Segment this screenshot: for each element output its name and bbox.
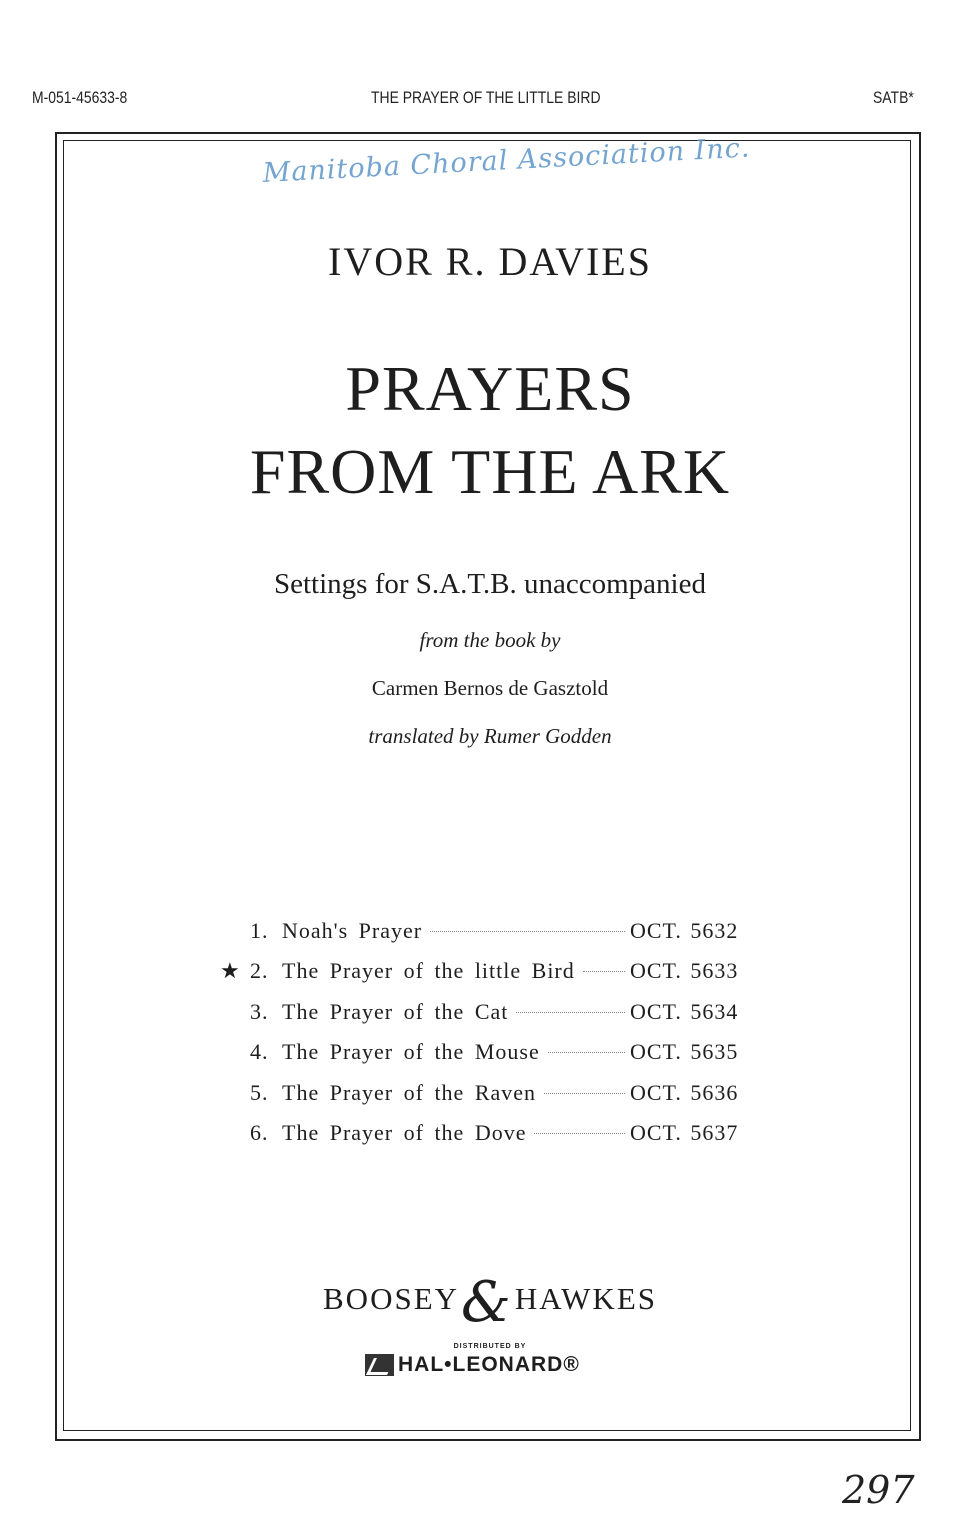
leader-dots: [534, 1133, 625, 1134]
item-title: The Prayer of the Cat: [282, 999, 509, 1024]
item-title: Noah's Prayer: [282, 918, 423, 943]
contents-row: [220, 918, 760, 948]
running-title: THE PRAYER OF THE LITTLE BIRD: [371, 88, 601, 107]
item-number: 1.: [250, 918, 269, 943]
item-catalog: OCT. 5635: [630, 1039, 739, 1064]
item-catalog: OCT. 5632: [630, 918, 739, 943]
contents-row: [220, 999, 760, 1029]
voicing: SATB*: [873, 88, 914, 107]
translator: translated by Rumer Godden: [368, 724, 612, 748]
leader-dots: [430, 931, 625, 932]
catalog-number: M-051-45633-8: [32, 88, 128, 107]
publisher-logo: [0, 1270, 980, 1335]
distributed-by: DISTRIBUTED BY: [453, 1343, 527, 1350]
item-number: 2.: [250, 958, 269, 983]
contents-row: [220, 1120, 760, 1150]
contents-row: [220, 1039, 760, 1069]
item-title: The Prayer of the Dove: [282, 1120, 527, 1145]
title-line-1: PRAYERS: [345, 353, 635, 424]
leader-dots: [516, 1012, 625, 1013]
handwritten-number: 297: [842, 1468, 915, 1512]
item-title: The Prayer of the Mouse: [282, 1039, 540, 1064]
distributor-name: HAL•LEONARD®: [398, 1353, 580, 1376]
composer: IVOR R. DAVIES: [328, 239, 652, 284]
leader-dots: [544, 1093, 625, 1094]
item-title: The Prayer of the Raven: [282, 1080, 537, 1105]
from-book: from the book by: [419, 628, 561, 652]
item-catalog: OCT. 5633: [630, 958, 739, 983]
leader-dots: [548, 1052, 625, 1053]
item-number: 3.: [250, 999, 269, 1024]
publisher-name-right: HAWKES: [514, 1281, 657, 1316]
item-number: 5.: [250, 1080, 269, 1105]
item-number: 4.: [250, 1039, 269, 1064]
hal-leonard-logo-icon: [365, 1354, 394, 1376]
item-catalog: OCT. 5637: [630, 1120, 739, 1145]
item-catalog: OCT. 5634: [630, 999, 739, 1024]
item-title: The Prayer of the little Bird: [282, 958, 575, 983]
title-line-2: FROM THE ARK: [249, 436, 731, 507]
publisher-name-left: BOOSEY: [323, 1281, 460, 1316]
inner-border: [63, 140, 911, 1431]
contents-row: [220, 958, 760, 988]
subtitle: Settings for S.A.T.B. unaccompanied: [274, 568, 706, 600]
leader-dots: [583, 971, 625, 972]
distributor-logo: [365, 1352, 580, 1378]
item-number: 6.: [250, 1120, 269, 1145]
author: Carmen Bernos de Gasztold: [371, 676, 609, 700]
ampersand: &: [461, 1270, 513, 1335]
contents-row: [220, 1080, 760, 1110]
item-catalog: OCT. 5636: [630, 1080, 739, 1105]
star-icon: ★: [220, 958, 241, 983]
ownership-stamp: Manitoba Choral Association Inc.: [262, 132, 752, 189]
